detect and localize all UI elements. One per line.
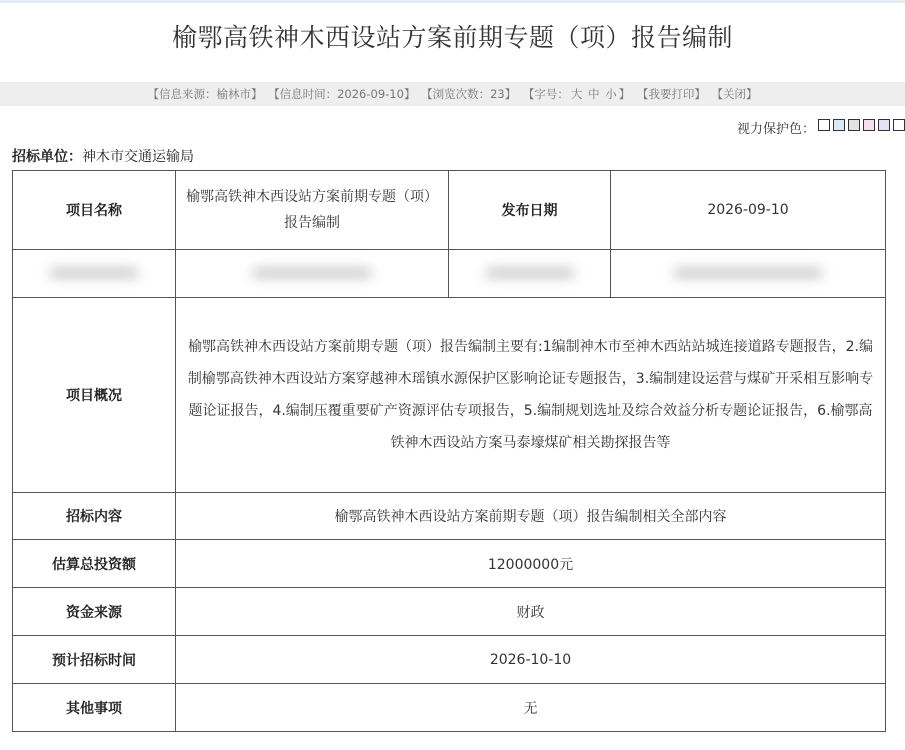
other-value: 无 bbox=[176, 684, 886, 732]
font-size-control bbox=[522, 87, 631, 101]
other-label: 其他事项 bbox=[13, 684, 176, 732]
table-row bbox=[13, 588, 886, 636]
eye-protection-selector bbox=[737, 117, 905, 137]
color-swatch-4[interactable] bbox=[863, 119, 875, 131]
font-medium-button[interactable]: 中 bbox=[588, 87, 600, 101]
info-time: 【信息时间：2026-09-10】 bbox=[268, 87, 416, 101]
overview-value: 榆鄂高铁神木西设站方案前期专题（项）报告编制主要有:1编制神木市至神木西站站城连接道路专题报告，2.编制榆鄂高铁神木西设站方案穿越神木瑶镇水源保护区影响论证专题报告，3.编制建设运营与煤矿开采相互影响专题论证报告，4.编制压覆重要矿产资源评估专项报告，5.编制规划选址及综合效益分析专题论证报告，6.榆鄂高铁神木西设站方案马泰壕煤矿相关勘探报告等 bbox=[176, 298, 886, 493]
info-views: 【浏览次数：23】 bbox=[421, 87, 517, 101]
eye-protection-label: 视力保护色： bbox=[736, 121, 815, 137]
tender-time-value: 2026-10-10 bbox=[176, 636, 886, 684]
redacted-cell bbox=[176, 250, 449, 298]
print-button[interactable]: 【我要打印】 bbox=[636, 87, 706, 101]
table-row bbox=[13, 540, 886, 588]
fund-source-label: 资金来源 bbox=[13, 588, 176, 636]
info-source: 【信息来源：榆林市】 bbox=[147, 87, 263, 101]
content-value: 榆鄂高铁神木西设站方案前期专题（项）报告编制相关全部内容 bbox=[176, 493, 886, 540]
font-size-prefix: 【字号： bbox=[522, 87, 569, 101]
font-large-button[interactable]: 大 bbox=[570, 87, 583, 101]
tender-time-label: 预计招标时间 bbox=[13, 636, 176, 684]
table-row bbox=[13, 636, 886, 684]
investment-label: 估算总投资额 bbox=[13, 540, 176, 588]
content-label: 招标内容 bbox=[13, 493, 176, 540]
table-row bbox=[13, 684, 886, 732]
color-swatch-5[interactable] bbox=[878, 119, 890, 131]
color-swatch-1[interactable] bbox=[818, 119, 830, 131]
color-swatch-3[interactable] bbox=[848, 119, 860, 131]
publish-date-value: 2026-09-10 bbox=[611, 171, 886, 250]
color-swatch-2[interactable] bbox=[833, 119, 845, 131]
info-bar bbox=[0, 82, 905, 106]
close-button[interactable]: 【关闭】 bbox=[711, 87, 758, 101]
redacted-cell bbox=[449, 250, 611, 298]
overview-label: 项目概况 bbox=[13, 298, 176, 493]
tender-unit-label: 招标单位： bbox=[12, 149, 82, 165]
page-title: 榆鄂高铁神木西设站方案前期专题（项）报告编制 bbox=[171, 23, 733, 52]
publish-date-label: 发布日期 bbox=[449, 171, 611, 250]
table-row-redacted bbox=[13, 250, 886, 298]
redacted-cell bbox=[13, 250, 176, 298]
tender-unit-value: 神木市交通运输局 bbox=[82, 149, 194, 165]
table-row bbox=[13, 298, 886, 493]
table-row bbox=[13, 171, 886, 250]
project-name-value: 榆鄂高铁神木西设站方案前期专题（项）报告编制 bbox=[176, 171, 449, 250]
project-table bbox=[12, 170, 886, 732]
project-name-label: 项目名称 bbox=[13, 171, 176, 250]
font-small-button[interactable]: 小 bbox=[605, 87, 617, 101]
redacted-cell bbox=[611, 250, 886, 298]
font-size-suffix: 】 bbox=[618, 87, 631, 101]
investment-value: 12000000元 bbox=[176, 540, 886, 588]
color-swatch-6[interactable] bbox=[893, 119, 905, 131]
top-accent-bar bbox=[0, 0, 905, 3]
swatch-group bbox=[815, 119, 905, 135]
fund-source-value: 财政 bbox=[176, 588, 886, 636]
table-row bbox=[13, 493, 886, 540]
tender-unit bbox=[12, 146, 194, 166]
